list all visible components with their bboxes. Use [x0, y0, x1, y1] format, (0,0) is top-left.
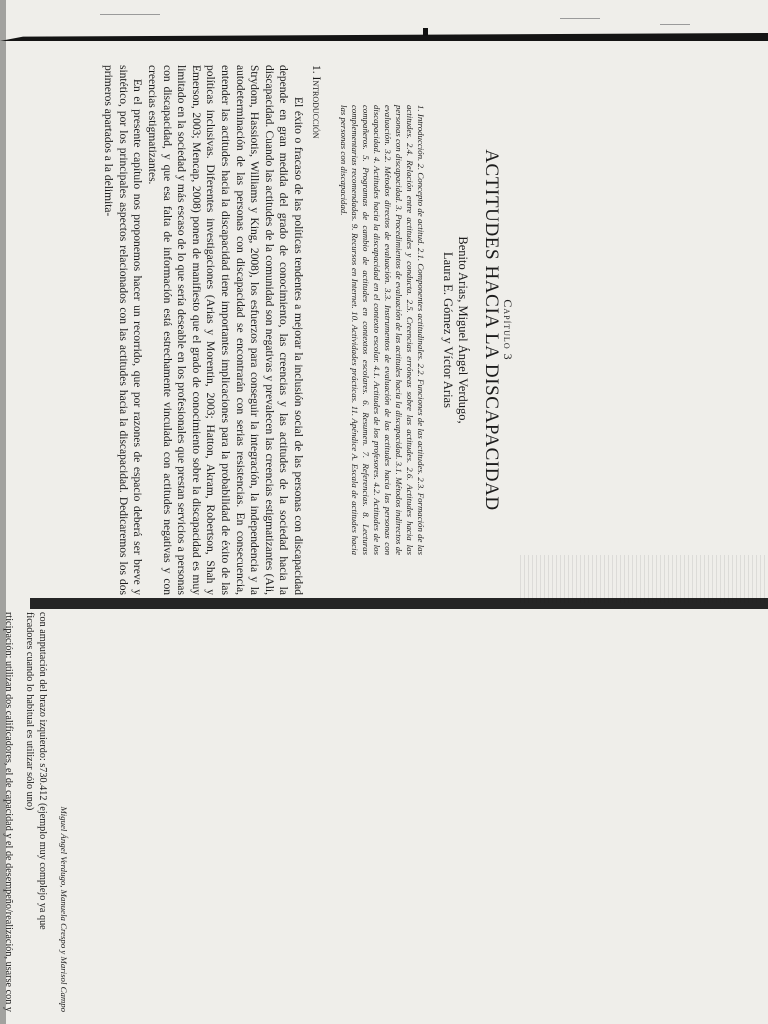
- chapter-authors: [440, 65, 470, 595]
- scan-speck: [660, 24, 690, 25]
- scan-speck: [100, 14, 160, 15]
- scan-top-border: [0, 33, 768, 41]
- body-paragraph: El éxito o fracaso de las políticas tendentes a mejorar la inclusión social de las personas con discapacidad depende en gran medida del grado de conocimiento, las creencias y las actitudes de la sociedad hacia la discapacidad. Cuando las actitudes de la comunidad son negativas y prevalecen las creencias estigmatizantes (Ali, Strydom, Hassiotis, Williams y King, 2008), los esfuerzos para conseguir la integración, la independencia y la autodeterminación de las personas con discapacidad se encontrarán con serias resistencias. En consecuencia, entender las actitudes hacia la discapacidad tiene importantes implicaciones para la probabilidad de éxito de las políticas inclusivas. Diferentes investigaciones (Arias y Morentin, 2003; Hatton, Akram, Robertson, Shah y Emerson, 2003; Mencap, 2008) ponen de manifiesto que el grado de conocimiento sobre la discapacidad es muy limitado en la sociedad y más escaso de lo que sería deseable en los profesionales que prestan servicios a personas con discapacidad, y que esa falta de información está estrechamente vinculada con actitudes negativas y con creencias estigmatizantes.: [146, 65, 304, 595]
- section-number: 1.: [309, 65, 322, 74]
- text-line: con amputación del brazo izquierdo: s730.412 (ejemplo muy complejo ya que: [36, 612, 48, 930]
- chapter-title: ACTITUDES HACIA LA DISCAPACIDAD: [481, 149, 503, 511]
- authors-line: Laura E. Gómez y Víctor Arias: [440, 252, 455, 408]
- authors-line: Benito Arias, Miguel Ángel Verdugo,: [455, 236, 470, 424]
- body-paragraph: En el presente capítulo nos proponemos hacer un recorrido, que por razones de espacio deberá ser breve y sintético, por los principales aspectos relacionados con las actitudes hacia la discapacidad. Dedicaremos los dos primeros apartados a la delimita-: [102, 65, 144, 595]
- section-heading: [308, 65, 323, 595]
- chapter-contents: 1. Introducción. 2. Concepto de actitud. 2.1. Componentes actitudinales. 2.2. Funciones de las actitudes. 2.3. Formación de las actitudes. 2.4. Relación entre actitudes y conducta. 2.5. Creencias erróneas sobre las actitudes. 2.6. Actitudes hacia las personas con discapacidad. 3. Procedimientos de evaluación de las actitudes hacia la discapacidad. 3.1. Métodos indirectos de evaluación. 3.2. Métodos directos de evaluación. 3.3. Instrumentos de evaluación de las actitudes hacia las personas con discapacidad. 4. Actitudes hacia la discapacidad en el contexto escolar. 4.1. Actitudes de los profesores. 4.2. Actitudes de los compañeros. 5. Programas de cambio de actitudes en contextos escolares. 6. Resumen. 7. Referencias. 8. Lecturas complementarias recomendadas. 9. Recursos en Internet. 10. Actividades prácticas. 11. Apéndice A. Escala de actitudes hacia las personas con discapacidad.: [339, 105, 426, 555]
- section-title: Introducción: [309, 76, 322, 139]
- scan-ink-mark: [423, 28, 428, 36]
- book-gutter-shadow: [520, 555, 768, 603]
- chapter-label: Capítulo 3: [501, 299, 515, 361]
- running-head: Miguel Ángel Verdugo, Manuela Crespo y Marisol Campo: [59, 806, 69, 1012]
- participation-paragraph: rticipación: utilizan dos calificadores, el de capacidad y el de desempeño/realización, usarse con y: [2, 612, 14, 1012]
- scan-speck: [560, 18, 600, 19]
- book-gutter-line: [30, 598, 768, 609]
- chapter-page: [102, 65, 515, 595]
- previous-page: [0, 612, 70, 1012]
- text-line: ficadores cuando lo habitual es utilizar sólo uno): [24, 612, 36, 811]
